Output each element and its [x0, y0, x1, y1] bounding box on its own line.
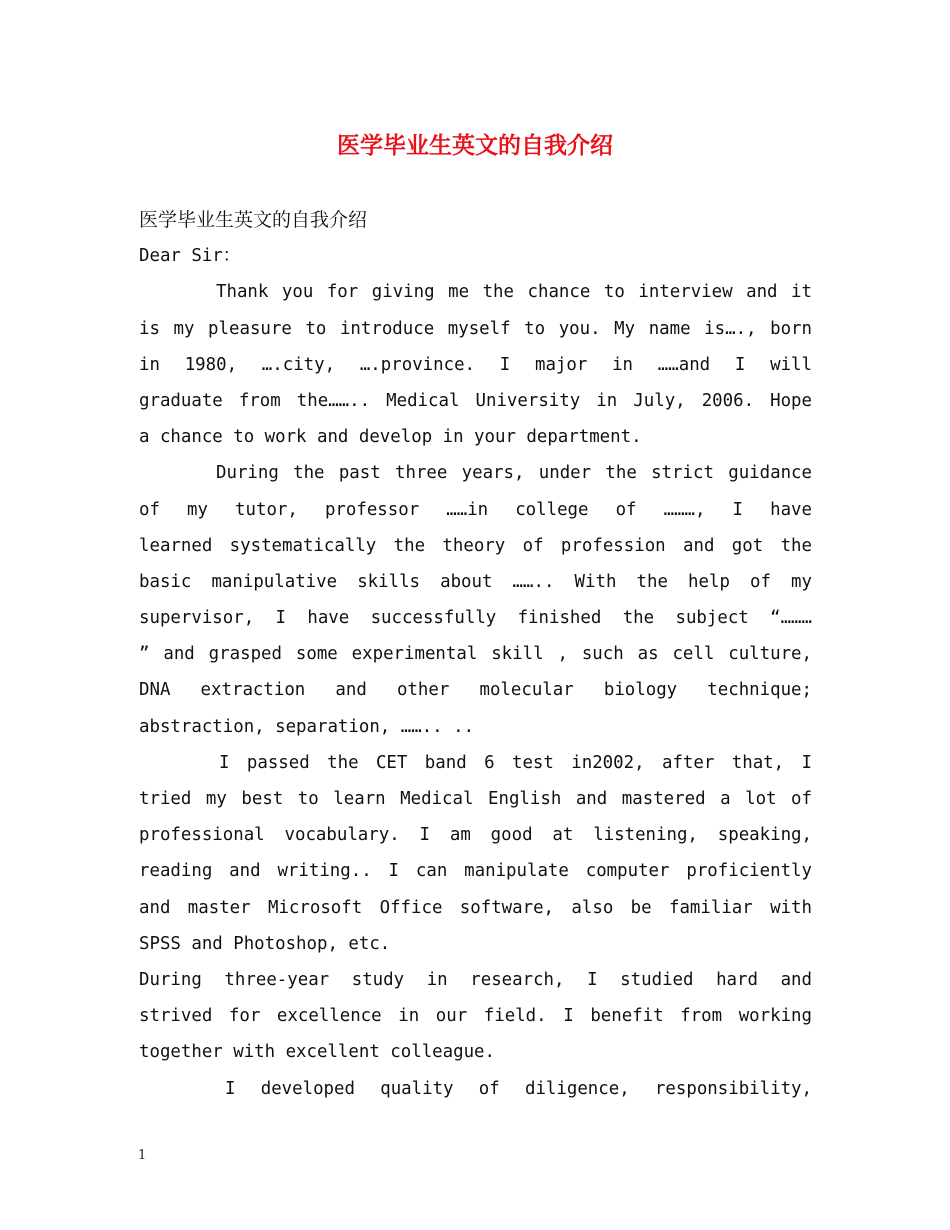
text-line: supervisor, I have successfully finished the subject “……… [139, 608, 812, 629]
text-line: tried my best to learn Medical English and mastered a lot of [139, 789, 812, 809]
text-line: basic manipulative skills about …….. With the help of my [139, 571, 812, 592]
text-line: of my tutor, professor ……in college of ………, I have [139, 499, 812, 520]
document-title: 医学毕业生英文的自我介绍 [337, 132, 613, 159]
salutation: Dear Sir： [139, 246, 241, 267]
body-heading: 医学毕业生英文的自我介绍 [139, 209, 368, 231]
text-line: and master Microsoft Office software, also be familiar with [139, 897, 812, 918]
text-line: During three-year study in research, I studied hard and [139, 969, 812, 990]
text-line: Thank you for giving me the chance to interview and it [216, 282, 812, 303]
page-number: 1 [138, 1148, 147, 1163]
text-line: SPSS and Photoshop, etc. [139, 933, 391, 954]
text-line: ” and grasped some experimental skill , such as cell culture, [139, 644, 812, 665]
document-body [139, 202, 812, 1107]
text-line: I passed the CET band 6 test in2002, after that, I [219, 752, 812, 773]
text-line: a chance to work and develop in your department. [139, 427, 642, 448]
text-line: together with excellent colleague. [139, 1042, 495, 1063]
text-line: graduate from the…….. Medical University in July, 2006. Hope [139, 390, 812, 411]
text-line: DNA extraction and other molecular biology technique; [139, 680, 812, 701]
text-line: abstraction, separation, …….. .. [139, 716, 475, 737]
text-line: reading and writing.. I can manipulate computer proficiently [139, 861, 812, 882]
text-line: is my pleasure to introduce myself to you. My name is…., born [139, 318, 812, 339]
text-line: strived for excellence in our field. I benefit from working [139, 1006, 812, 1027]
text-line: in 1980, ….city, ….province. I major in ……and I will [139, 354, 812, 375]
text-line: learned systematically the theory of profession and got the [139, 535, 812, 556]
text-line: I developed quality of diligence, responsibility, [225, 1078, 812, 1099]
text-line: professional vocabulary. I am good at listening, speaking, [139, 825, 812, 846]
text-line: During the past three years, under the strict guidance [216, 463, 812, 484]
